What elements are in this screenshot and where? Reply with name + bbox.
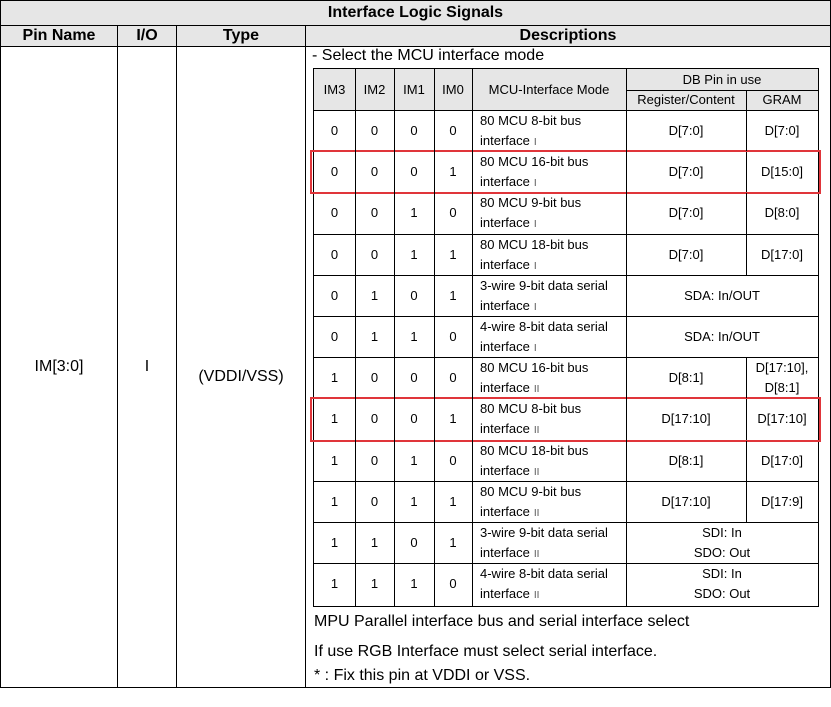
table-grid-line xyxy=(355,69,356,606)
interface-mark: II xyxy=(533,384,540,396)
table-cell-im3: 1 xyxy=(330,370,339,386)
table-cell-register: D[8:1] xyxy=(668,452,704,468)
table-cell-register: D[17:10] xyxy=(661,411,711,427)
description-intro: - Select the MCU interface mode xyxy=(312,47,545,64)
divider xyxy=(305,26,306,687)
table-cell-mode xyxy=(472,111,626,151)
mode-line2 xyxy=(480,461,539,483)
mode-line1: 80 MCU 16-bit bus xyxy=(480,360,589,376)
interface-mark: II xyxy=(533,466,540,478)
table-grid-line xyxy=(746,90,747,110)
interface-mark: I xyxy=(533,343,537,354)
table-cell-im0: 0 xyxy=(449,329,457,345)
table-cell-im1: 0 xyxy=(410,411,418,427)
table-cell-im2: 0 xyxy=(370,246,379,262)
col-header-descriptions: Descriptions xyxy=(306,26,830,46)
table-cell-im2: 0 xyxy=(370,493,379,509)
table-cell-mode xyxy=(472,235,626,275)
mode-line2 xyxy=(480,543,539,565)
mode-line1: 80 MCU 8-bit bus xyxy=(480,401,582,417)
header-db-pin-in-use: DB Pin in use xyxy=(626,69,818,90)
db-pin-line1: SDA: In/OUT xyxy=(684,287,760,303)
table-grid-line xyxy=(746,358,747,398)
table-cell-im0: 1 xyxy=(449,246,457,262)
mode-line2-text: interface xyxy=(480,174,530,190)
db-pin-line1: SDA: In/OUT xyxy=(684,329,760,345)
table-cell-im3: 0 xyxy=(330,164,339,180)
mode-line2-text: interface xyxy=(480,586,530,602)
pin-name-cell: IM[3:0] xyxy=(34,358,84,375)
description-footer-line3: * : Fix this pin at VDDI or VSS. xyxy=(314,667,531,684)
table-grid-line xyxy=(626,90,818,91)
table-title: Interface Logic Signals xyxy=(1,1,830,25)
table-cell-im2: 0 xyxy=(370,164,379,180)
table-cell-im0: 0 xyxy=(449,370,457,386)
table-cell-register: D[17:10] xyxy=(661,493,711,509)
mode-line1: 80 MCU 16-bit bus xyxy=(480,154,589,170)
table-cell-im0: 1 xyxy=(449,493,457,509)
interface-mark: II xyxy=(533,590,540,602)
table-cell-db-pin-merged xyxy=(626,276,818,316)
table-cell-im0: 1 xyxy=(449,411,457,427)
table-grid-line xyxy=(472,69,473,606)
table-cell-im1: 0 xyxy=(410,535,418,551)
table-cell-im0: 0 xyxy=(449,576,457,592)
gram-line1: D[8:0] xyxy=(764,205,800,221)
mode-line2-text: interface xyxy=(480,462,530,478)
table-cell-im1: 0 xyxy=(410,164,418,180)
table-cell-im2: 1 xyxy=(370,535,379,551)
table-cell-db-pin-merged xyxy=(626,523,818,563)
header-gram: GRAM xyxy=(746,90,818,110)
db-pin-line1: SDI: In xyxy=(702,525,742,541)
table-cell-gram xyxy=(746,235,818,275)
table-cell-im1: 1 xyxy=(410,205,418,221)
interface-mark: I xyxy=(533,137,537,148)
interface-mark: I xyxy=(533,178,537,190)
interface-mark: I xyxy=(533,260,537,272)
table-cell-im3: 1 xyxy=(330,576,339,592)
interface-mark: II xyxy=(533,507,540,519)
table-cell-im1: 1 xyxy=(410,576,418,592)
table-cell-im3: 1 xyxy=(330,411,339,427)
mode-line2-text: interface xyxy=(480,256,530,272)
mode-line2-text: interface xyxy=(480,339,530,354)
highlight-box xyxy=(310,150,821,194)
mode-line2-text: interface xyxy=(480,545,530,560)
mode-line2 xyxy=(480,255,537,277)
table-cell-im3: 0 xyxy=(330,123,339,139)
header-im0: IM0 xyxy=(434,69,472,110)
header-im3: IM3 xyxy=(314,69,355,110)
table-cell-db-pin-merged xyxy=(626,317,818,357)
col-header-pin-name: Pin Name xyxy=(1,26,117,46)
table-cell-im1: 1 xyxy=(410,246,418,262)
table-grid-line xyxy=(746,441,747,481)
table-cell-im3: 0 xyxy=(330,329,339,345)
table-cell-mode xyxy=(472,317,626,357)
table-cell-register: D[8:1] xyxy=(668,370,704,386)
table-cell-mode xyxy=(472,358,626,398)
table-cell-im1: 0 xyxy=(410,287,418,303)
gram-line2: D[8:1] xyxy=(764,380,800,396)
interface-mark: I xyxy=(533,301,537,313)
table-cell-mode xyxy=(472,441,626,481)
table-cell-mode xyxy=(472,276,626,316)
table-cell-db-pin-merged xyxy=(626,564,818,604)
header-register-content: Register/Content xyxy=(626,90,746,110)
table-grid-line xyxy=(746,193,747,233)
table-cell-im0: 0 xyxy=(449,452,457,468)
mode-line2-text: interface xyxy=(480,421,530,437)
table-cell-im2: 0 xyxy=(370,123,379,139)
table-grid-line xyxy=(746,111,747,151)
table-cell-mode xyxy=(472,523,626,563)
interface-mark: II xyxy=(533,425,540,437)
mode-line2 xyxy=(480,337,537,359)
mode-line1: 80 MCU 18-bit bus xyxy=(480,236,589,252)
db-pin-line2: SDO: Out xyxy=(693,586,751,602)
mcu-interface-mode-table xyxy=(313,68,819,607)
gram-line1: D[17:10], xyxy=(755,360,809,376)
mode-line2-text: interface xyxy=(480,133,530,148)
mode-line2-text: interface xyxy=(480,215,530,231)
highlight-box xyxy=(310,397,821,441)
interface-mark: I xyxy=(533,219,537,231)
type-cell: (VDDI/VSS) xyxy=(198,368,284,385)
mode-line2 xyxy=(480,584,539,606)
table-cell-register: D[7:0] xyxy=(668,246,704,262)
table-grid-line xyxy=(746,399,747,439)
table-grid-line xyxy=(746,482,747,522)
table-cell-im3: 1 xyxy=(330,452,339,468)
mode-line1: 3-wire 9-bit data serial xyxy=(480,277,608,293)
header-mcu-interface-mode: MCU-Interface Mode xyxy=(472,69,626,110)
table-cell-gram xyxy=(746,193,818,233)
mode-line1: 3-wire 9-bit data serial xyxy=(480,525,608,540)
table-grid-line xyxy=(434,69,435,606)
table-cell-register: D[7:0] xyxy=(668,123,704,139)
table-cell-im0: 1 xyxy=(449,535,457,551)
table-cell-im0: 0 xyxy=(449,205,457,221)
gram-line1: D[17:0] xyxy=(761,452,803,468)
table-cell-im3: 0 xyxy=(330,246,339,262)
mode-line1: 4-wire 8-bit data serial xyxy=(480,319,608,334)
table-cell-im1: 0 xyxy=(410,123,418,139)
gram-line1: D[15:0] xyxy=(761,164,803,180)
gram-line1: D[17:0] xyxy=(761,246,803,262)
table-cell-im1: 1 xyxy=(410,493,418,509)
gram-line1: D[7:0] xyxy=(764,123,800,139)
table-cell-im1: 1 xyxy=(410,329,418,345)
mode-line2 xyxy=(480,296,537,318)
table-grid-line xyxy=(394,69,395,606)
table-cell-register: D[7:0] xyxy=(668,205,704,221)
table-cell-im2: 0 xyxy=(370,452,379,468)
description-footer-line1: MPU Parallel interface bus and serial interface select xyxy=(314,613,690,630)
table-cell-im3: 0 xyxy=(330,205,339,221)
table-grid-line xyxy=(746,235,747,275)
gram-line1: D[17:9] xyxy=(761,493,803,509)
table-cell-gram xyxy=(746,441,818,481)
table-grid-line xyxy=(626,69,627,606)
mode-line1: 80 MCU 8-bit bus xyxy=(480,113,582,128)
mode-line1: 4-wire 8-bit data serial xyxy=(480,566,608,582)
table-cell-im2: 1 xyxy=(370,576,379,592)
table-cell-im0: 0 xyxy=(449,123,457,139)
table-cell-im0: 1 xyxy=(449,164,457,180)
mode-line1: 80 MCU 18-bit bus xyxy=(480,442,589,458)
table-cell-im3: 0 xyxy=(330,287,339,303)
col-header-type: Type xyxy=(177,26,305,46)
table-cell-mode xyxy=(472,482,626,522)
mode-line2 xyxy=(480,213,537,235)
table-cell-im0: 1 xyxy=(449,287,457,303)
interface-mark: II xyxy=(533,549,540,560)
header-im1: IM1 xyxy=(394,69,434,110)
mode-line2 xyxy=(480,502,539,524)
table-cell-im2: 1 xyxy=(370,329,379,345)
table-cell-im2: 0 xyxy=(370,205,379,221)
mode-line2-text: interface xyxy=(480,380,530,396)
table-cell-mode xyxy=(472,193,626,233)
table-cell-im2: 0 xyxy=(370,370,379,386)
table-cell-gram xyxy=(746,482,818,522)
table-cell-im3: 1 xyxy=(330,535,339,551)
mode-line1: 80 MCU 9-bit bus xyxy=(480,195,582,211)
table-cell-mode xyxy=(472,564,626,604)
mode-line2-text: interface xyxy=(480,503,530,519)
table-cell-im1: 1 xyxy=(410,452,418,468)
table-cell-im2: 0 xyxy=(370,411,379,427)
mode-line1: 80 MCU 9-bit bus xyxy=(480,483,582,499)
io-cell: I xyxy=(144,358,150,375)
gram-line1: D[17:10] xyxy=(757,411,807,427)
db-pin-line1: SDI: In xyxy=(702,566,742,582)
col-header-io: I/O xyxy=(118,26,176,46)
description-footer-line2: If use RGB Interface must select serial interface. xyxy=(314,643,658,660)
table-cell-gram xyxy=(746,358,818,398)
db-pin-line2: SDO: Out xyxy=(693,545,751,561)
table-cell-im3: 1 xyxy=(330,493,339,509)
mode-line2-text: interface xyxy=(480,297,530,313)
table-cell-gram xyxy=(746,111,818,151)
header-im2: IM2 xyxy=(355,69,394,110)
table-grid-line xyxy=(746,152,747,192)
table-cell-im1: 0 xyxy=(410,370,418,386)
table-cell-im2: 1 xyxy=(370,287,379,303)
table-cell-register: D[7:0] xyxy=(668,164,704,180)
